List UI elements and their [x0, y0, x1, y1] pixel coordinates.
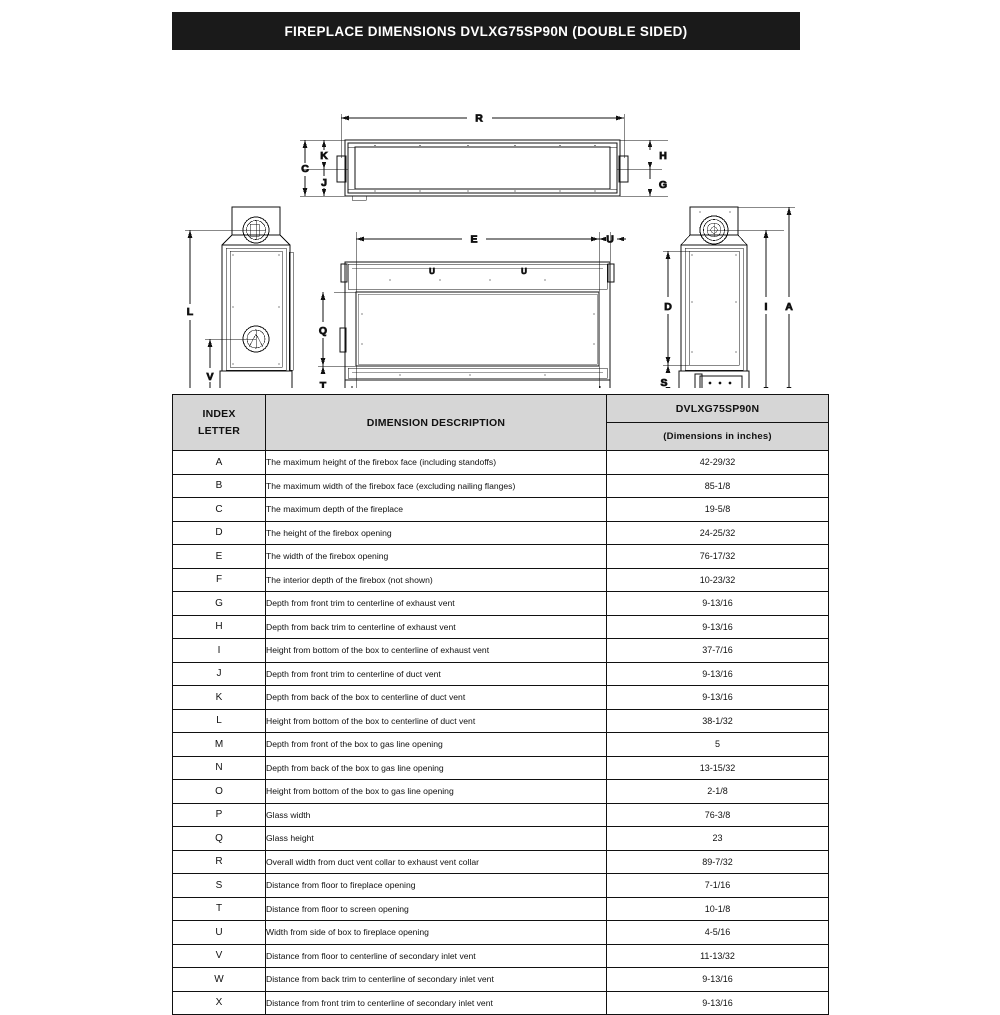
svg-text:U: U: [606, 233, 614, 246]
index-header-line2: LETTER: [197, 424, 241, 437]
cell-value: 9-13/16: [607, 662, 829, 686]
cell-description: The width of the firebox opening: [266, 545, 607, 569]
cell-description: The maximum width of the firebox face (excluding nailing flanges): [266, 474, 607, 498]
cell-value: 24-25/32: [607, 521, 829, 545]
cell-value: 2-1/8: [607, 780, 829, 804]
cell-value: 89-7/32: [607, 850, 829, 874]
cell-description: Depth from back of the box to gas line opening: [266, 756, 607, 780]
cell-value: 7-1/16: [607, 874, 829, 898]
cell-index-letter: D: [173, 521, 266, 545]
column-header-units: (Dimensions in inches): [607, 423, 829, 451]
table-row: [173, 709, 829, 733]
cell-value: 76-3/8: [607, 803, 829, 827]
cell-index-letter: I: [173, 639, 266, 663]
table-row: [173, 827, 829, 851]
cell-index-letter: M: [173, 733, 266, 757]
svg-text:R: R: [475, 112, 483, 125]
table-row: [173, 756, 829, 780]
cell-description: The maximum height of the firebox face (including standoffs): [266, 451, 607, 475]
cell-index-letter: S: [173, 874, 266, 898]
cell-index-letter: X: [173, 991, 266, 1015]
cell-index-letter: J: [173, 662, 266, 686]
cell-value: 19-5/8: [607, 498, 829, 522]
cell-index-letter: H: [173, 615, 266, 639]
cell-index-letter: N: [173, 756, 266, 780]
cell-index-letter: K: [173, 686, 266, 710]
cell-value: 9-13/16: [607, 615, 829, 639]
column-header-model: DVLXG75SP90N: [607, 395, 829, 423]
cell-description: Height from bottom of the box to centerline of duct vent: [266, 709, 607, 733]
right-side-view-group: [660, 207, 795, 388]
cell-index-letter: A: [173, 451, 266, 475]
cell-description: The maximum depth of the fireplace: [266, 498, 607, 522]
cell-value: 9-13/16: [607, 686, 829, 710]
cell-description: Depth from front of the box to gas line opening: [266, 733, 607, 757]
cell-index-letter: V: [173, 944, 266, 968]
cell-index-letter: P: [173, 803, 266, 827]
svg-text:A: A: [785, 301, 793, 313]
cell-description: Overall width from duct vent collar to exhaust vent collar: [266, 850, 607, 874]
svg-text:K: K: [320, 150, 328, 162]
cell-value: 38-1/32: [607, 709, 829, 733]
table-row: [173, 662, 829, 686]
cell-value: 9-13/16: [607, 968, 829, 992]
page-title: FIREPLACE DIMENSIONS DVLXG75SP90N (DOUBLE SIDED): [284, 23, 688, 39]
cell-description: Depth from front trim to centerline of exhaust vent: [266, 592, 607, 616]
drawings-svg: [0, 52, 1000, 388]
svg-text:L: L: [186, 306, 194, 318]
cell-description: Depth from back of the box to centerline of duct vent: [266, 686, 607, 710]
table-row: [173, 921, 829, 945]
cell-index-letter: B: [173, 474, 266, 498]
column-header-description: DIMENSION DESCRIPTION: [266, 395, 607, 451]
svg-text:Q: Q: [318, 325, 328, 337]
table-row: [173, 568, 829, 592]
svg-text:T: T: [319, 380, 327, 388]
cell-index-letter: Q: [173, 827, 266, 851]
cell-value: 11-13/32: [607, 944, 829, 968]
cell-index-letter: W: [173, 968, 266, 992]
svg-text:V: V: [206, 371, 214, 383]
table-header-row-1: [173, 395, 829, 423]
cell-description: Distance from floor to screen opening: [266, 897, 607, 921]
front-view-group: [318, 232, 626, 388]
cell-description: Glass height: [266, 827, 607, 851]
table-row: [173, 780, 829, 804]
svg-text:S: S: [660, 377, 668, 388]
cell-index-letter: G: [173, 592, 266, 616]
cell-index-letter: T: [173, 897, 266, 921]
table-row: [173, 850, 829, 874]
table-row: [173, 592, 829, 616]
table-row: [173, 991, 829, 1015]
table-row: [173, 521, 829, 545]
cell-value: 13-15/32: [607, 756, 829, 780]
cell-description: Distance from front trim to centerline of secondary inlet vent: [266, 991, 607, 1015]
cell-index-letter: L: [173, 709, 266, 733]
table-row: [173, 451, 829, 475]
cell-value: 5: [607, 733, 829, 757]
column-header-index-letter: [173, 395, 266, 451]
svg-text:I: I: [764, 301, 768, 313]
svg-text:J: J: [321, 177, 327, 189]
cell-value: 9-13/16: [607, 592, 829, 616]
cell-description: The interior depth of the firebox (not shown): [266, 568, 607, 592]
table-body: [173, 451, 829, 1015]
left-side-view-group: [185, 207, 293, 388]
table-row: [173, 874, 829, 898]
cell-value: 4-5/16: [607, 921, 829, 945]
table-row: [173, 474, 829, 498]
svg-text:C: C: [301, 163, 309, 175]
dimension-table-wrapper: [172, 394, 828, 1015]
cell-value: 9-13/16: [607, 991, 829, 1015]
cell-description: Height from bottom of the box to gas line opening: [266, 780, 607, 804]
title-bar: [172, 12, 800, 50]
cell-description: Depth from front trim to centerline of duct vent: [266, 662, 607, 686]
cell-index-letter: E: [173, 545, 266, 569]
cell-index-letter: C: [173, 498, 266, 522]
dimension-table: [172, 394, 829, 1015]
table-row: [173, 639, 829, 663]
technical-drawings: [0, 52, 1000, 388]
svg-text:H: H: [659, 150, 667, 162]
cell-description: Depth from back trim to centerline of exhaust vent: [266, 615, 607, 639]
cell-description: Height from bottom of the box to centerline of exhaust vent: [266, 639, 607, 663]
cell-description: Glass width: [266, 803, 607, 827]
top-view-group: [300, 113, 668, 201]
svg-text:G: G: [658, 179, 668, 191]
svg-text:D: D: [664, 301, 672, 313]
svg-text:U: U: [429, 267, 435, 276]
cell-index-letter: R: [173, 850, 266, 874]
cell-value: 10-1/8: [607, 897, 829, 921]
cell-description: Distance from floor to fireplace opening: [266, 874, 607, 898]
svg-text:U: U: [521, 267, 527, 276]
cell-value: 42-29/32: [607, 451, 829, 475]
cell-value: 85-1/8: [607, 474, 829, 498]
table-header: [173, 395, 829, 451]
cell-index-letter: O: [173, 780, 266, 804]
cell-value: 10-23/32: [607, 568, 829, 592]
cell-value: 76-17/32: [607, 545, 829, 569]
table-row: [173, 615, 829, 639]
table-row: [173, 545, 829, 569]
cell-index-letter: F: [173, 568, 266, 592]
cell-description: Distance from floor to centerline of secondary inlet vent: [266, 944, 607, 968]
table-row: [173, 733, 829, 757]
cell-value: 37-7/16: [607, 639, 829, 663]
cell-index-letter: U: [173, 921, 266, 945]
cell-description: The height of the firebox opening: [266, 521, 607, 545]
table-row: [173, 803, 829, 827]
table-row: [173, 498, 829, 522]
cell-description: Distance from back trim to centerline of secondary inlet vent: [266, 968, 607, 992]
cell-value: 23: [607, 827, 829, 851]
table-row: [173, 968, 829, 992]
svg-text:E: E: [470, 233, 478, 246]
index-header-line1: INDEX: [202, 408, 236, 421]
cell-description: Width from side of box to fireplace opening: [266, 921, 607, 945]
table-row: [173, 686, 829, 710]
table-row: [173, 897, 829, 921]
table-row: [173, 944, 829, 968]
